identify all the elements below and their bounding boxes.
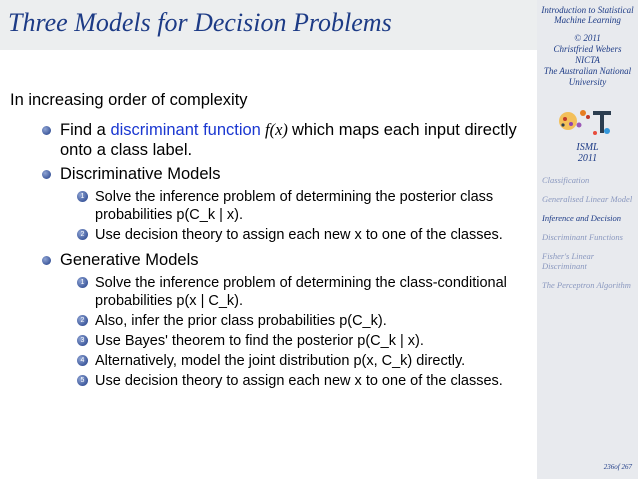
list-item: 1 Solve the inference problem of determining the class-conditional probabilities p(x | C_k).	[10, 274, 530, 310]
nav-item-inference-and-decision[interactable]: Inference and Decision	[542, 213, 621, 223]
slide-content	[10, 90, 530, 396]
number-badge-icon: 1	[77, 277, 88, 288]
list-item: 1 Solve the inference problem of determining the posterior class probabilities p(C_k | x).	[10, 188, 530, 224]
number-badge-icon: 5	[77, 375, 88, 386]
list-item: 4 Alternatively, model the joint distribution p(x, C_k) directly.	[10, 352, 530, 370]
number-badge-icon: 2	[77, 315, 88, 326]
number-badge-icon: 1	[77, 191, 88, 202]
title-bar	[0, 0, 537, 50]
author-info: © 2011 Christfried Webers NICTA The Australian National University	[543, 33, 632, 87]
bullet-generative-models: Generative Models	[10, 250, 530, 270]
nav-item-fishers-linear-discriminant[interactable]: Fisher's Linear Discriminant	[542, 251, 595, 271]
bullet-icon	[42, 126, 51, 135]
list-item: 2 Use decision theory to assign each new x to one of the classes.	[10, 226, 530, 244]
course-title: Introduction to Statistical Machine Learning	[541, 5, 634, 25]
nav-item-discriminant-functions[interactable]: Discriminant Functions	[542, 232, 623, 242]
sidebar-nav	[542, 175, 636, 299]
nav-item-classification[interactable]: Classification	[542, 175, 590, 185]
list-item: 5 Use decision theory to assign each new x to one of the classes.	[10, 372, 530, 390]
discriminative-steps	[10, 188, 530, 244]
intro-text: In increasing order of complexity	[10, 91, 248, 109]
nav-item-perceptron-algorithm[interactable]: The Perceptron Algorithm	[542, 280, 631, 290]
list-item: 3 Use Bayes' theorem to find the posterior p(C_k | x).	[10, 332, 530, 350]
bullet-discriminant-function: Find a discriminant function f(x) which maps each input directly onto a class label.	[10, 120, 530, 160]
bullet-icon	[42, 170, 51, 179]
isml-logo-icon	[555, 103, 617, 145]
number-badge-icon: 4	[77, 355, 88, 366]
page-number: 236of 267	[603, 463, 632, 471]
sidebar	[537, 0, 638, 479]
slide-title: Three Models for Decision Problems	[8, 8, 392, 37]
generative-steps	[10, 274, 530, 390]
discriminant-function-link[interactable]: discriminant function	[110, 121, 261, 139]
bullet-discriminative-models: Discriminative Models	[10, 164, 530, 184]
logo-caption: ISML 2011	[576, 142, 599, 164]
bullet-icon	[42, 256, 51, 265]
nav-item-generalised-linear-model[interactable]: Generalised Linear Model	[542, 194, 633, 204]
number-badge-icon: 2	[77, 229, 88, 240]
list-item: 2 Also, infer the prior class probabilities p(C_k).	[10, 312, 530, 330]
number-badge-icon: 3	[77, 335, 88, 346]
